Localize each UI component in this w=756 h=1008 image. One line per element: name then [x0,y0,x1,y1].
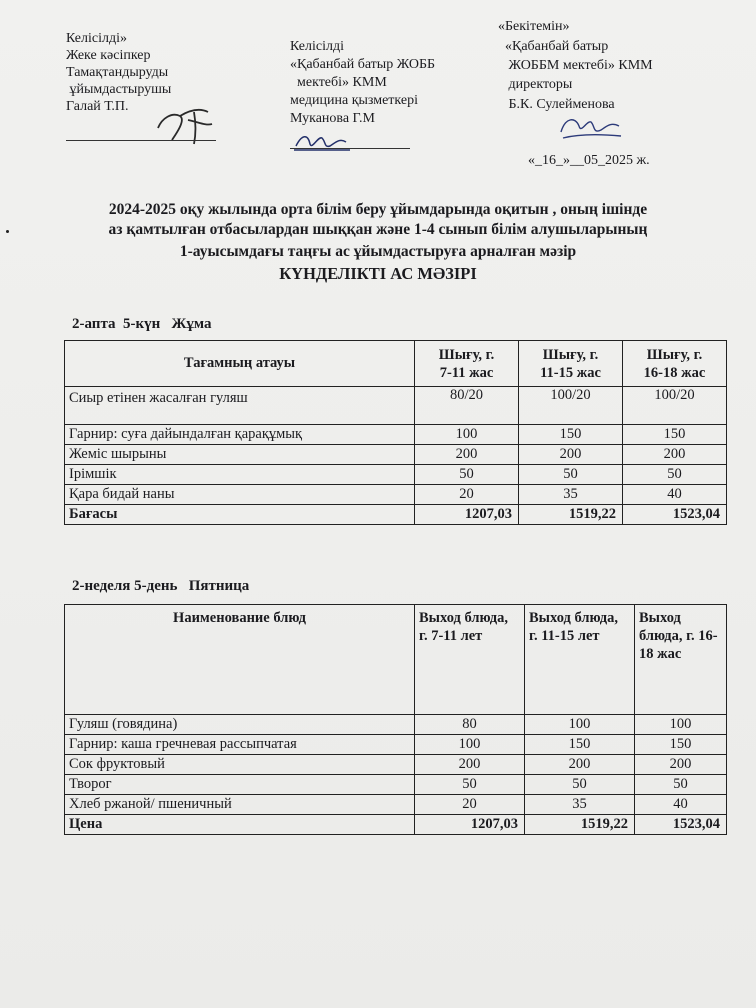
approval-middle-line-5: Муканова Г.М [290,111,375,126]
total-value-1: 1207,03 [415,815,525,835]
dish-value-2: 150 [519,425,623,445]
header-name: Тағамның атауы [65,341,415,387]
dish-value-1: 100 [415,425,519,445]
dish-name: Жеміс шырыны [65,445,415,465]
total-value-3: 1523,04 [635,815,727,835]
approval-right-line-2: «Қабанбай батыр [498,39,609,54]
dish-name: Сок фруктовый [65,755,415,775]
dish-value-3: 40 [635,795,727,815]
dish-value-1: 50 [415,465,519,485]
dish-value-3: 200 [635,755,727,775]
table-row [65,735,727,755]
header-col-1: Шығу, г. 7-11 жас [415,341,519,387]
table-row [65,387,727,425]
total-value-2: 1519,22 [519,505,623,525]
dish-value-3: 40 [623,485,727,505]
dish-value-2: 35 [525,795,635,815]
header-col-2: Шығу, г. 11-15 жас [519,341,623,387]
approval-right-line-4: директоры [498,77,573,92]
header-name: Наименование блюд [65,605,415,715]
header-col-1: Выход блюда, г. 7-11 лет [415,605,525,715]
dish-name: Гарнир: каша гречневая рассыпчатая [65,735,415,755]
total-value-3: 1523,04 [623,505,727,525]
dish-name: Гуляш (говядина) [65,715,415,735]
dish-value-1: 20 [415,485,519,505]
dish-value-1: 80 [415,715,525,735]
header-col-3: Шығу, г. 16-18 жас [623,341,727,387]
dish-value-3: 150 [623,425,727,445]
table-row [65,715,727,735]
approval-middle-line-2: «Қабанбай батыр ЖОББ [290,57,436,72]
table-row [65,485,727,505]
dish-name: Ірімшік [65,465,415,485]
approval-left-line-2: Жеке кәсіпкер [66,48,151,63]
dish-value-1: 50 [415,775,525,795]
signature-middle-icon [290,128,360,154]
total-value-1: 1207,03 [415,505,519,525]
dish-name: Творог [65,775,415,795]
signature-line-middle [290,148,410,149]
stray-dot [6,230,9,233]
table-row [65,755,727,775]
approval-middle-line-3: мектебі» КММ [290,75,387,90]
dish-value-2: 50 [525,775,635,795]
dish-value-3: 50 [623,465,727,485]
title-line-1: 2024-2025 оқу жылында орта білім беру ұйымдарында оқитын , оның ішінде [108,201,648,218]
approval-right-line-3: ЖОББМ мектебі» КММ [498,58,653,73]
table-total-row [65,505,727,525]
approval-middle-line-1: Келісілді [290,39,344,54]
dish-value-1: 80/20 [415,387,519,425]
title-line-4: КҮНДЕЛІКТІ АС МӘЗІРІ [279,264,477,283]
dish-name: Хлеб ржаной/ пшеничный [65,795,415,815]
signature-right-icon [555,108,625,148]
title-line-2: аз қамтылған отбасылардан шыққан және 1-4 сынып білім алушыларының [108,221,648,238]
approval-left-line-4: ұйымдастырушы [66,82,172,97]
dish-name: Қара бидай наны [65,485,415,505]
dish-value-3: 150 [635,735,727,755]
approval-right-line-5: Б.К. Сулейменова [498,97,615,112]
dish-value-1: 20 [415,795,525,815]
dish-name: Сиыр етінен жасалған гуляш [65,387,415,425]
dish-value-1: 200 [415,755,525,775]
dish-value-2: 100 [525,715,635,735]
total-label: Цена [65,815,415,835]
dish-value-1: 200 [415,445,519,465]
dish-value-2: 200 [519,445,623,465]
table-header-row [65,605,727,715]
table-row [65,445,727,465]
header-col-2: Выход блюда, г. 11-15 лет [525,605,635,715]
table-row [65,775,727,795]
dish-value-2: 200 [525,755,635,775]
approval-middle-line-4: медицина қызметкері [290,93,418,108]
dish-value-2: 100/20 [519,387,623,425]
total-label: Бағасы [65,505,415,525]
approval-date: «_16_»__05_2025 ж. [528,153,650,168]
approval-left-line-3: Тамақтандыруды [66,65,169,80]
dish-value-3: 50 [635,775,727,795]
dish-value-2: 35 [519,485,623,505]
week-label-ru: 2-неделя 5-день Пятница [72,578,250,594]
approval-left-line-1: Келісілді» [66,31,127,46]
title-line-3: 1-ауысымдағы таңғы ас ұйымдастыруға арналған мәзір [179,243,577,260]
dish-name: Гарнир: суға дайындалған қарақұмық [65,425,415,445]
table-total-row [65,815,727,835]
dish-value-1: 100 [415,735,525,755]
dish-value-3: 200 [623,445,727,465]
table-row [65,425,727,445]
header-col-3: Выход блюда, г. 16-18 жас [635,605,727,715]
signature-line-left [66,140,216,141]
table-header-row [65,341,727,387]
dish-value-2: 50 [519,465,623,485]
table-row [65,795,727,815]
week-label-kk: 2-апта 5-күн Жұма [72,316,212,332]
total-value-2: 1519,22 [525,815,635,835]
table-row [65,465,727,485]
approval-right-line-1: «Бекітемін» [498,19,570,34]
dish-value-2: 150 [525,735,635,755]
dish-value-3: 100 [635,715,727,735]
dish-value-3: 100/20 [623,387,727,425]
approval-left-line-5: Галай Т.П. [66,99,129,114]
menu-table-ru [64,604,727,835]
menu-table-kk [64,340,727,525]
